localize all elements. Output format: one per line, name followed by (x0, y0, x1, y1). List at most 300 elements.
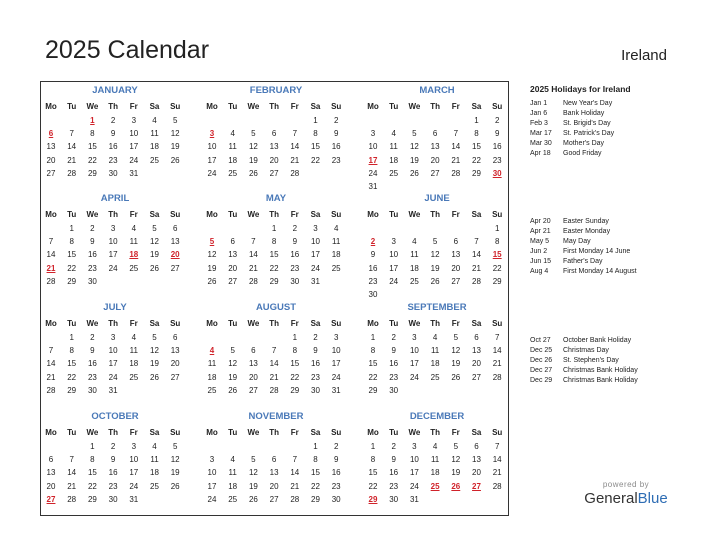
day-cell: 30 (389, 385, 399, 395)
day-cell: 18 (207, 372, 217, 382)
weekday-header: Fr (129, 210, 138, 219)
day-cell: 19 (451, 468, 461, 478)
weekday-header: Tu (228, 319, 238, 328)
day-cell: 23 (87, 372, 97, 382)
weekday-header: Mo (367, 319, 379, 328)
month-name: OCTOBER (91, 411, 139, 422)
day-cell: 10 (389, 250, 399, 260)
day-cell: 3 (333, 333, 339, 342)
weekday-header: Th (269, 428, 279, 437)
holiday-row (530, 130, 614, 137)
day-cell: 25 (389, 168, 399, 178)
day-cell: 3 (370, 129, 376, 139)
day-cell: 8 (292, 346, 298, 356)
day-cell: 11 (332, 237, 341, 247)
holiday-row-date: Oct 27 (530, 337, 551, 344)
weekday-header: Th (269, 102, 279, 111)
day-cell: 29 (311, 494, 320, 504)
holiday-date: 21 (46, 263, 56, 273)
holiday-date: 30 (492, 168, 502, 178)
holiday-row (530, 268, 637, 275)
day-cell: 15 (472, 142, 481, 152)
weekday-header: Th (108, 102, 118, 111)
day-cell: 28 (67, 168, 77, 178)
day-cell: 13 (430, 142, 440, 152)
weekday-header: Mo (206, 102, 218, 111)
day-cell: 23 (492, 155, 502, 165)
day-cell: 21 (492, 468, 502, 478)
weekday-header: Tu (67, 319, 77, 328)
day-cell: 14 (46, 250, 56, 260)
holiday-row-name: Good Friday (563, 150, 602, 157)
day-cell: 23 (389, 372, 399, 382)
holiday-date: 27 (472, 481, 481, 491)
weekday-header: Sa (471, 319, 482, 328)
day-cell: 20 (269, 481, 279, 491)
weekday-header: Mo (206, 210, 218, 219)
weekday-header: We (247, 319, 260, 328)
holiday-date: 29 (368, 494, 378, 504)
day-cell: 27 (228, 276, 238, 286)
day-cell: 23 (108, 155, 118, 165)
day-cell: 16 (311, 359, 320, 369)
day-cell: 18 (430, 468, 440, 478)
day-cell: 19 (248, 155, 258, 165)
day-cell: 30 (108, 494, 118, 504)
holiday-row-date: Dec 25 (530, 347, 553, 354)
weekday-header: We (247, 210, 260, 219)
day-cell: 5 (230, 346, 235, 356)
day-cell: 26 (248, 168, 258, 178)
day-cell: 19 (150, 359, 159, 369)
day-cell: 20 (451, 263, 461, 273)
day-cell: 24 (129, 481, 139, 491)
holiday-row-date: Jun 2 (530, 248, 548, 255)
holiday-row-name: Mother's Day (563, 140, 605, 147)
day-cell: 13 (46, 468, 56, 478)
day-cell: 27 (248, 385, 258, 395)
day-cell: 14 (472, 250, 481, 260)
weekday-header: We (86, 210, 99, 219)
day-cell: 22 (368, 481, 378, 491)
weekday-header: Sa (149, 102, 160, 111)
holiday-row-date: Mar 30 (530, 140, 552, 147)
day-cell: 17 (389, 263, 399, 273)
weekday-header: Mo (367, 428, 379, 437)
day-cell: 21 (46, 372, 56, 382)
day-cell: 14 (67, 468, 77, 478)
day-cell: 18 (129, 359, 139, 369)
holiday-row-name: St. Stephen's Day (563, 357, 619, 364)
holiday-row-name: First Monday 14 August (563, 268, 637, 275)
month-name: JUNE (424, 193, 450, 204)
weekday-header: Su (492, 102, 503, 111)
day-cell: 6 (251, 346, 256, 356)
weekday-header: Mo (206, 319, 218, 328)
day-cell: 18 (150, 468, 159, 478)
day-cell: 28 (492, 372, 502, 382)
day-cell: 20 (170, 359, 180, 369)
day-cell: 7 (69, 129, 74, 139)
day-cell: 31 (129, 494, 139, 504)
day-cell: 31 (409, 494, 419, 504)
holiday-row-date: Mar 17 (530, 130, 552, 137)
weekday-header: Su (331, 319, 342, 328)
day-cell: 20 (430, 155, 440, 165)
weekday-header: Fr (451, 102, 460, 111)
holiday-row (530, 218, 609, 225)
day-cell: 17 (108, 250, 118, 260)
day-cell: 13 (228, 250, 238, 260)
weekday-header: Su (170, 210, 181, 219)
day-cell: 19 (170, 468, 180, 478)
day-cell: 16 (108, 468, 118, 478)
day-cell: 14 (290, 468, 300, 478)
day-cell: 15 (87, 468, 97, 478)
day-cell: 29 (87, 168, 97, 178)
weekday-header: Sa (310, 210, 321, 219)
weekday-header: Fr (129, 102, 138, 111)
day-cell: 21 (290, 481, 300, 491)
day-cell: 10 (331, 346, 341, 356)
weekday-header: Fr (451, 428, 460, 437)
day-cell: 30 (331, 494, 341, 504)
day-cell: 25 (129, 372, 139, 382)
holiday-row-date: Apr 20 (530, 218, 551, 225)
weekday-header: Sa (310, 102, 321, 111)
day-cell: 18 (228, 481, 238, 491)
day-cell: 22 (368, 372, 378, 382)
weekday-header: Mo (206, 428, 218, 437)
day-cell: 4 (333, 224, 339, 233)
day-cell: 2 (313, 333, 318, 342)
day-cell: 6 (432, 129, 438, 139)
day-cell: 13 (170, 237, 180, 247)
weekday-header: Th (269, 210, 279, 219)
weekday-header: Su (170, 428, 181, 437)
day-cell: 19 (451, 359, 461, 369)
day-cell: 11 (430, 455, 440, 465)
day-cell: 31 (311, 276, 320, 286)
day-cell: 27 (269, 168, 279, 178)
day-cell: 2 (391, 442, 396, 451)
holiday-row (530, 337, 631, 344)
day-cell: 5 (152, 333, 157, 342)
day-cell: 5 (432, 237, 438, 247)
day-cell: 21 (451, 155, 461, 165)
day-cell: 19 (170, 142, 180, 152)
day-cell: 22 (492, 263, 502, 273)
month-name: AUGUST (255, 302, 297, 313)
day-cell: 11 (207, 359, 217, 369)
weekday-header: Sa (471, 210, 482, 219)
brand-logo (584, 480, 668, 507)
day-cell: 22 (311, 155, 320, 165)
day-cell: 26 (207, 276, 217, 286)
day-cell: 29 (67, 385, 77, 395)
holiday-row (530, 140, 604, 147)
weekday-header: Su (492, 319, 503, 328)
page-title: 2025 Calendar (45, 36, 210, 64)
holiday-date: 3 (209, 129, 215, 139)
day-cell: 18 (409, 263, 419, 273)
holiday-row-date: Apr 18 (530, 150, 551, 157)
weekday-header: Su (170, 102, 181, 111)
day-cell: 24 (331, 372, 341, 382)
month-name: MARCH (419, 85, 455, 96)
weekday-header: Fr (290, 319, 299, 328)
day-cell: 8 (494, 237, 500, 247)
day-cell: 19 (228, 372, 238, 382)
day-cell: 22 (87, 481, 97, 491)
holiday-row (530, 367, 638, 374)
day-cell: 10 (129, 129, 139, 139)
day-cell: 26 (170, 155, 180, 165)
day-cell: 29 (290, 385, 300, 395)
day-cell: 18 (228, 155, 238, 165)
weekday-header: Sa (471, 102, 482, 111)
day-cell: 27 (430, 168, 440, 178)
day-cell: 18 (430, 359, 440, 369)
holiday-row-name: New Year's Day (563, 100, 613, 107)
day-cell: 14 (492, 346, 502, 356)
day-cell: 8 (313, 129, 318, 139)
day-cell: 21 (492, 359, 502, 369)
day-cell: 26 (248, 494, 258, 504)
day-cell: 10 (311, 237, 320, 247)
day-cell: 24 (108, 372, 118, 382)
holiday-row-date: Apr 21 (530, 228, 551, 235)
powered-by-text: powered by (602, 480, 650, 489)
holiday-row (530, 150, 602, 157)
day-cell: 5 (412, 129, 417, 139)
day-cell: 15 (368, 468, 378, 478)
weekday-header: Fr (451, 210, 460, 219)
day-cell: 2 (494, 116, 500, 125)
day-cell: 26 (430, 276, 440, 286)
day-cell: 14 (290, 142, 300, 152)
weekday-header: Th (108, 319, 118, 328)
day-cell: 30 (368, 290, 378, 299)
day-cell: 15 (269, 250, 279, 260)
day-cell: 7 (494, 442, 500, 451)
day-cell: 24 (207, 494, 217, 504)
day-cell: 14 (67, 142, 77, 152)
weekday-header: Su (170, 319, 181, 328)
day-cell: 8 (271, 237, 277, 247)
day-cell: 20 (46, 155, 56, 165)
weekday-header: Tu (67, 428, 77, 437)
holiday-row (530, 248, 630, 255)
day-cell: 13 (46, 142, 56, 152)
day-cell: 7 (292, 455, 298, 465)
day-cell: 2 (391, 333, 396, 342)
day-cell: 2 (110, 116, 116, 125)
day-cell: 27 (46, 168, 56, 178)
day-cell: 27 (269, 494, 279, 504)
day-cell: 11 (228, 142, 237, 152)
holiday-row (530, 228, 610, 235)
day-cell: 1 (313, 442, 318, 451)
day-cell: 18 (331, 250, 341, 260)
day-cell: 7 (494, 333, 500, 342)
day-cell: 28 (46, 385, 56, 395)
day-cell: 7 (292, 129, 298, 139)
day-cell: 11 (410, 250, 419, 260)
weekday-header: Fr (290, 102, 299, 111)
day-cell: 20 (472, 468, 481, 478)
day-cell: 9 (333, 455, 339, 465)
day-cell: 6 (172, 224, 178, 233)
weekday-header: Tu (389, 102, 399, 111)
weekday-header: Th (108, 210, 118, 219)
holiday-row-name: Christmas Day (563, 347, 609, 354)
day-cell: 20 (46, 481, 56, 491)
day-cell: 5 (172, 442, 178, 451)
day-cell: 7 (69, 455, 74, 465)
day-cell: 23 (87, 263, 97, 273)
day-cell: 12 (430, 250, 440, 260)
month-name: NOVEMBER (248, 411, 304, 422)
day-cell: 4 (152, 442, 157, 451)
weekday-header: Mo (45, 102, 57, 111)
weekday-header: Fr (129, 319, 138, 328)
day-cell: 28 (248, 276, 258, 286)
month-name: JANUARY (92, 85, 138, 96)
day-cell: 3 (209, 455, 215, 465)
day-cell: 23 (368, 276, 378, 286)
weekday-header: Th (430, 210, 440, 219)
day-cell: 4 (432, 333, 438, 342)
day-cell: 24 (108, 263, 118, 273)
weekday-header: Tu (228, 210, 238, 219)
weekday-header: Sa (310, 428, 321, 437)
day-cell: 1 (494, 224, 500, 233)
weekday-header: Su (331, 102, 342, 111)
day-cell: 30 (108, 168, 118, 178)
day-cell: 17 (108, 359, 118, 369)
day-cell: 9 (391, 346, 396, 356)
day-cell: 1 (313, 116, 318, 125)
weekday-header: Tu (228, 428, 238, 437)
holiday-row-date: Jan 1 (530, 100, 548, 107)
weekday-header: Fr (129, 428, 138, 437)
day-cell: 27 (170, 263, 180, 273)
calendar-frame (40, 81, 509, 516)
holiday-date: 6 (48, 129, 54, 139)
day-cell: 27 (170, 372, 180, 382)
weekday-header: We (86, 428, 99, 437)
day-cell: 6 (474, 333, 479, 342)
holiday-row-date: Dec 26 (530, 357, 553, 364)
day-cell: 20 (228, 263, 238, 273)
weekday-header: Mo (45, 428, 57, 437)
holiday-date: 2 (370, 237, 376, 247)
day-cell: 17 (331, 359, 341, 369)
day-cell: 31 (331, 385, 341, 395)
day-cell: 28 (290, 494, 300, 504)
day-cell: 22 (269, 263, 279, 273)
day-cell: 25 (409, 276, 419, 286)
day-cell: 2 (292, 224, 298, 233)
weekday-header: Mo (367, 102, 379, 111)
day-cell: 15 (67, 359, 77, 369)
day-cell: 16 (492, 142, 502, 152)
holiday-date: 1 (90, 116, 95, 125)
weekday-header: Tu (389, 428, 399, 437)
day-cell: 11 (430, 346, 440, 356)
day-cell: 24 (389, 276, 399, 286)
day-cell: 12 (248, 468, 258, 478)
holiday-date: 4 (209, 346, 215, 356)
day-cell: 29 (368, 385, 378, 395)
weekday-header: Sa (310, 319, 321, 328)
month-name: APRIL (100, 193, 130, 204)
weekday-header: Su (492, 210, 503, 219)
day-cell: 24 (311, 263, 320, 273)
day-cell: 21 (67, 481, 77, 491)
day-cell: 23 (331, 481, 341, 491)
day-cell: 1 (474, 116, 479, 125)
day-cell: 7 (251, 237, 256, 247)
day-cell: 22 (472, 155, 481, 165)
weekday-header: Tu (67, 210, 77, 219)
day-cell: 5 (251, 455, 256, 465)
day-cell: 11 (129, 346, 138, 356)
weekday-header: Fr (451, 319, 460, 328)
day-cell: 21 (290, 155, 300, 165)
day-cell: 11 (129, 237, 138, 247)
day-cell: 1 (271, 224, 277, 233)
day-cell: 12 (451, 455, 461, 465)
weekday-header: Fr (290, 210, 299, 219)
day-cell: 19 (430, 263, 440, 273)
holiday-row-date: Dec 29 (530, 377, 553, 384)
day-cell: 23 (108, 481, 118, 491)
day-cell: 7 (474, 237, 479, 247)
holiday-date: 27 (46, 494, 56, 504)
day-cell: 8 (69, 237, 74, 247)
day-cell: 5 (172, 116, 178, 125)
day-cell: 12 (150, 346, 159, 356)
day-cell: 19 (248, 481, 258, 491)
day-cell: 19 (207, 263, 217, 273)
weekday-header: We (86, 102, 99, 111)
weekday-header: Mo (45, 210, 57, 219)
holiday-row-name: Father's Day (563, 258, 603, 265)
day-cell: 13 (472, 455, 481, 465)
day-cell: 15 (87, 142, 97, 152)
day-cell: 1 (292, 333, 298, 342)
weekday-header: We (408, 428, 421, 437)
day-cell: 25 (331, 263, 341, 273)
weekday-header: Th (108, 428, 118, 437)
day-cell: 13 (472, 346, 481, 356)
day-cell: 12 (170, 455, 180, 465)
holiday-row-name: First Monday 14 June (563, 248, 631, 255)
day-cell: 9 (90, 237, 95, 247)
day-cell: 16 (290, 250, 300, 260)
weekday-header: We (408, 102, 421, 111)
day-cell: 3 (412, 442, 417, 451)
weekday-header: Sa (149, 210, 160, 219)
day-cell: 4 (131, 333, 137, 342)
weekday-header: We (247, 428, 260, 437)
day-cell: 21 (472, 263, 481, 273)
day-cell: 4 (432, 442, 438, 451)
day-cell: 25 (207, 385, 217, 395)
day-cell: 4 (152, 116, 157, 125)
